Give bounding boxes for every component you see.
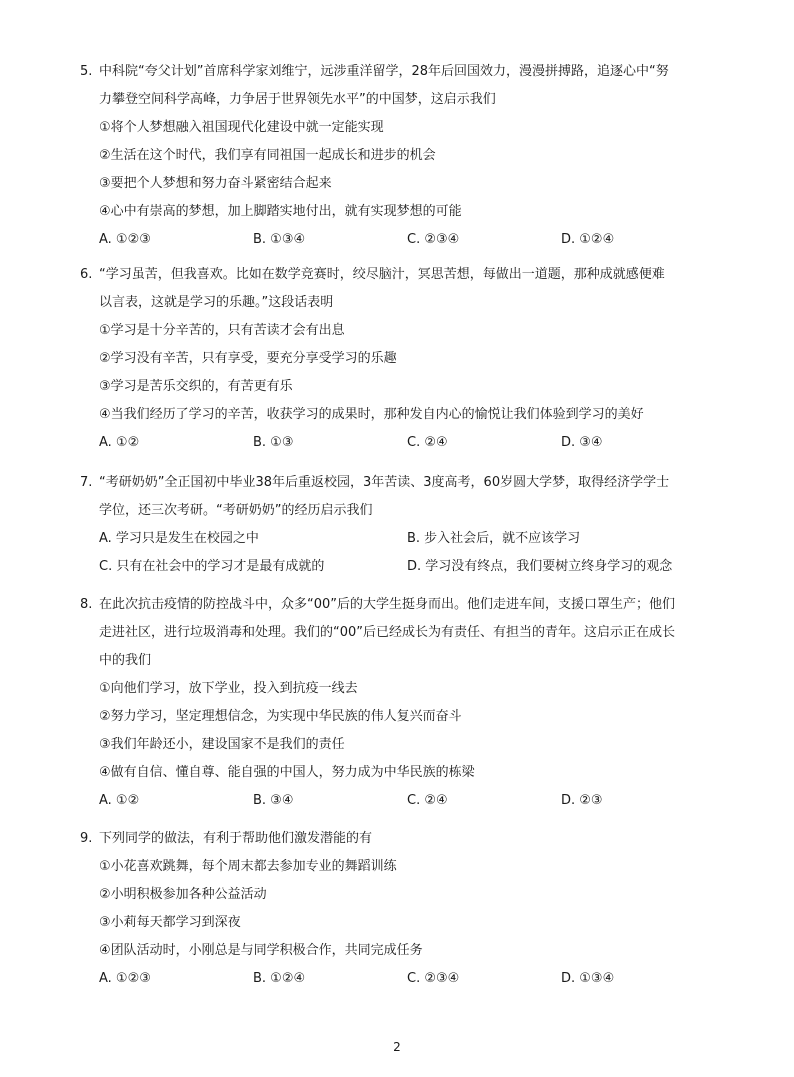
option-b: B. ①②④ (253, 971, 306, 986)
option-a: A. ①② (99, 435, 140, 450)
statement-item: ①小花喜欢跳舞，每个周末都去参加专业的舞蹈训练 (99, 859, 397, 874)
option-c: C. 只有在社会中的学习才是最有成就的 (99, 559, 325, 574)
question-stem-line: 下列同学的做法，有利于帮助他们激发潜能的有 (99, 831, 373, 846)
option-c: C. ②③④ (407, 232, 460, 247)
statement-item: ①学习是十分辛苦的，只有苦读才会有出息 (99, 323, 345, 338)
option-b: B. ①③④ (253, 232, 306, 247)
option-a: A. ①②③ (99, 971, 151, 986)
answer-options (80, 787, 720, 815)
statement-item: ④团队活动时，小刚总是与同学积极合作，共同完成任务 (99, 943, 423, 958)
answer-options (80, 553, 720, 581)
statement-item: ②小明积极参加各种公益活动 (99, 887, 267, 902)
question-stem-line: 学位，还三次考研。“考研奶奶”的经历启示我们 (99, 503, 373, 518)
statement-item: ④心中有崇高的梦想，加上脚踏实地付出，就有实现梦想的可能 (99, 204, 462, 219)
answer-options (80, 525, 720, 553)
option-a: A. ①② (99, 793, 140, 808)
option-c: C. ②③④ (407, 971, 460, 986)
answer-options (80, 429, 720, 457)
question-number: 9. (80, 831, 93, 846)
statement-item: ③要把个人梦想和努力奋斗紧密结合起来 (99, 176, 332, 191)
option-d: D. ②③ (561, 793, 603, 808)
answer-options (80, 965, 720, 993)
statement-item: ③我们年龄还小，建设国家不是我们的责任 (99, 737, 345, 752)
question-stem-line: “考研奶奶”全正国初中毕业38年后重返校园，3年苦读、3度高考，60岁圆大学梦，取得经济学学士 (99, 475, 670, 490)
question-7 (80, 469, 720, 581)
option-b: B. 步入社会后，就不应该学习 (407, 531, 581, 546)
option-c: C. ②④ (407, 435, 448, 450)
statement-item: ①向他们学习，放下学业，投入到抗疫一线去 (99, 681, 358, 696)
question-stem-line: “学习虽苦，但我喜欢。比如在数学竞赛时，绞尽脑汁，冥思苦想，每做出一道题，那种成就感便难 (99, 267, 665, 282)
statement-item: ③学习是苦乐交织的，有苦更有乐 (99, 379, 293, 394)
question-number: 8. (80, 597, 93, 612)
option-d: D. ①③④ (561, 971, 615, 986)
question-number: 6. (80, 267, 93, 282)
question-stem-line: 走进社区，进行垃圾消毒和处理。我们的“00”后已经成长为有责任、有担当的青年。这启示正在成长 (99, 625, 676, 640)
page-number: 2 (393, 1040, 401, 1054)
question-stem-line: 中科院“夸父计划”首席科学家刘维宁，远涉重洋留学，28年后回国效力，漫漫拼搏路，追逐心中“努 (99, 64, 669, 79)
question-stem-line: 中的我们 (99, 653, 152, 668)
question-9 (80, 825, 720, 993)
option-b: B. ③④ (253, 793, 294, 808)
statement-item: ④做有自信、懂自尊、能自强的中国人，努力成为中华民族的栋梁 (99, 765, 475, 780)
option-d: D. ③④ (561, 435, 603, 450)
question-number: 7. (80, 475, 93, 490)
question-5 (80, 58, 720, 254)
question-number: 5. (80, 64, 93, 79)
statement-item: ②生活在这个时代，我们享有同祖国一起成长和进步的机会 (99, 148, 436, 163)
question-stem-line: 以言表，这就是学习的乐趣。”这段话表明 (99, 295, 334, 310)
statement-item: ②努力学习，坚定理想信念，为实现中华民族的伟人复兴而奋斗 (99, 709, 462, 724)
answer-options (80, 226, 720, 254)
statement-item: ②学习没有辛苦，只有享受，要充分享受学习的乐趣 (99, 351, 397, 366)
question-stem-line: 在此次抗击疫情的防控战斗中，众多“00”后的大学生挺身而出。他们走进车间，支援口罩生产；他们 (99, 597, 676, 612)
option-d: D. ①②④ (561, 232, 615, 247)
question-6 (80, 261, 720, 457)
option-a: A. 学习只是发生在校园之中 (99, 531, 259, 546)
option-b: B. ①③ (253, 435, 294, 450)
question-8 (80, 591, 720, 815)
option-c: C. ②④ (407, 793, 448, 808)
option-a: A. ①②③ (99, 232, 151, 247)
statement-item: ③小莉每天都学习到深夜 (99, 915, 241, 930)
statement-item: ④当我们经历了学习的辛苦，收获学习的成果时，那种发自内心的愉悦让我们体验到学习的美好 (99, 407, 644, 422)
statement-item: ①将个人梦想融入祖国现代化建设中就一定能实现 (99, 120, 384, 135)
question-stem-line: 力攀登空间科学高峰，力争居于世界领先水平”的中国梦，这启示我们 (99, 92, 496, 107)
option-d: D. 学习没有终点，我们要树立终身学习的观念 (407, 559, 673, 574)
